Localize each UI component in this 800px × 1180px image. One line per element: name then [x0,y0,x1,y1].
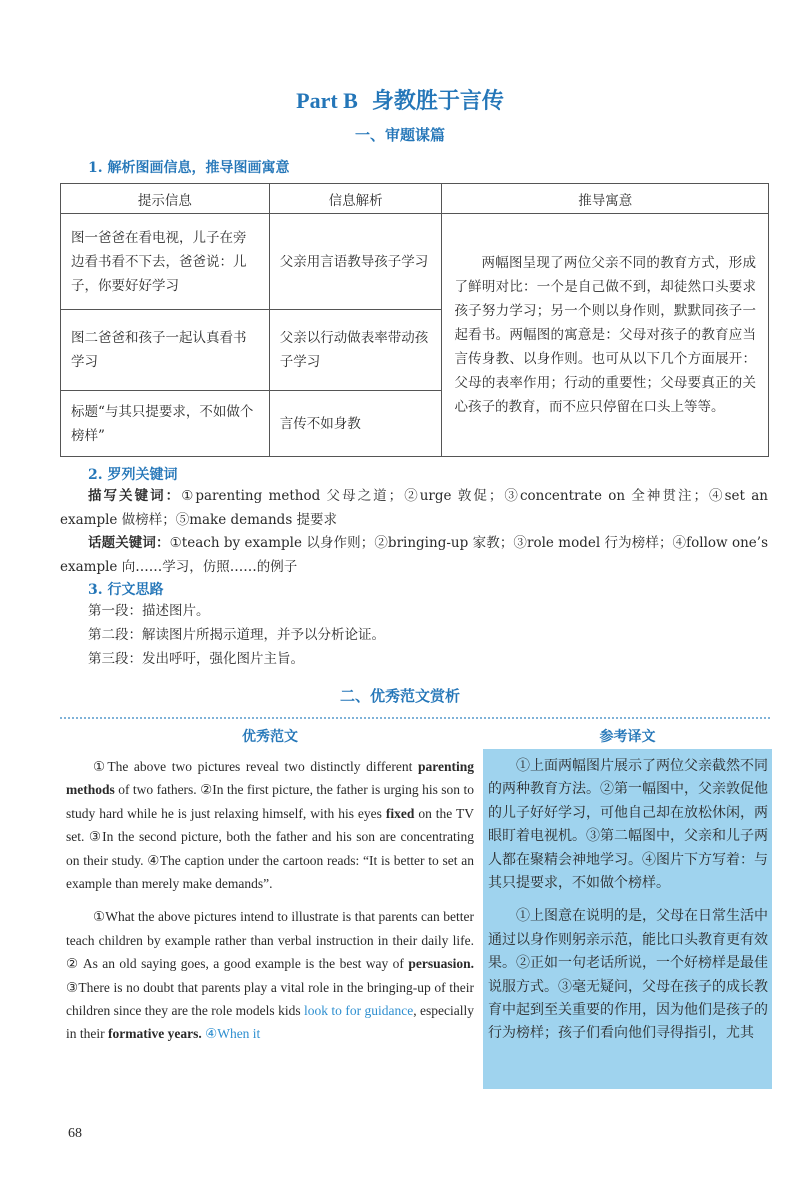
essay-keyword: parenting methods [66,759,474,798]
section-2-title: 二、优秀范文赏析 [339,687,460,705]
description-keywords-label: 描写关键词： [88,488,182,504]
page-title [0,84,800,115]
translation-paragraph-2: ①上图意在说明的是，父母在日常生活中通过以身作则躬亲示范，能比口头教育更有效果。②正如一句老话所说，一个好榜样是最佳说服方式。③毫无疑问，父母在孩子的成长教育中起到至关重要的作用，因为他们是孩子的行为榜样；孩子们看向他们寻得指引，尤其 [488,908,768,1042]
topic-keywords [60,531,768,579]
translation-paragraph-1: ①上面两幅图片展示了两位父亲截然不同的两种教育方法。②第一幅图中，父亲敦促他的儿子好好学习，可他自己却在放松休闲，两眼盯着电视机。③第二幅图中，父亲和儿子两人都在聚精会神地学习。④图片下方写着：与其只提要求，不如做个榜样。 [488,758,768,892]
part-title: 身教胜于言传 [371,88,504,114]
essay-title: 优秀范文 [242,729,298,745]
part-label: Part B [296,88,358,113]
table-cell-hint: 图一爸爸在看电视，儿子在旁边看书看不下去，爸爸说：儿子，你要好好学习 [61,214,270,310]
model-essay [66,755,474,1046]
essay-text: , especially in their [66,1003,474,1042]
table-cell-analysis: 言传不如身教 [269,391,442,457]
dotted-divider [60,717,770,719]
table-cell-inference: 两幅图呈现了两位父亲不同的教育方式，形成了鲜明对比：一个是自己做不到，却徒然口头要求孩子努力学习；另一个则以身作则，默默同孩子一起看书。两幅图的寓意是：父母对孩子的教育应当言传身教、以身作则。也可从以下几个方面展开：父母的表率作用；行动的重要性；父母要真正的关心孩子的教育，而不应只停留在口头上等等。 [442,214,769,457]
translation-title: 参考译文 [599,729,656,745]
essay-paragraph-1 [66,755,474,895]
item-2-heading: 2. 罗列关键词 [88,467,178,483]
outline-line: 第三段：发出呼吁，强化图片主旨。 [88,651,304,667]
table-cell-analysis: 父亲以行动做表率带动孩子学习 [269,310,442,391]
essay-keyword: fixed [385,805,415,821]
info-table [60,183,769,457]
essay-highlight-phrase: look to for guidance [304,1003,414,1019]
essay-keyword: persuasion. [408,956,474,972]
reference-translation [488,755,768,1046]
table-header: 提示信息 [61,184,270,214]
table-cell-analysis: 父亲用言语教导孩子学习 [269,214,442,310]
topic-keywords-text: ①teach by example 以身作则；②bringing-up 家教；③role model 行为榜样；④follow one’s example 向……学习，仿照……的例子 [60,535,769,575]
essay-text: of two fathers. ②In the first picture, the father is urging his son to study hard while he is just relaxing himself, with his eyes [66,782,474,821]
essay-text: ①The above two pictures reveal two distinctly different [93,759,418,774]
essay-text: ①What the above pictures intend to illustrate is that parents can better teach children by example rather than verbal instruction in their daily life. ② As an old saying goes, a good example is the best way of [66,909,474,972]
item-1-heading: 1. 解析图画信息，推导图画寓意 [88,160,290,176]
table-header-row [61,184,769,214]
section-1-title: 一、审题谋篇 [354,126,445,144]
table-header: 推导寓意 [442,184,769,214]
essay-keyword: formative years. [108,1026,202,1042]
table-row [61,214,769,310]
table-header: 信息解析 [269,184,442,214]
table-cell-hint: 图二爸爸和孩子一起认真看书学习 [61,310,270,391]
essay-highlight-phrase: ④When it [201,1026,261,1042]
essay-paragraph-2 [66,905,474,1045]
essay-text: ③There is no doubt that parents play a vital role in the bringing-up of their children since they are the role models kids [66,979,474,1019]
description-keywords [60,484,768,532]
table-cell-hint: 标题“与其只提要求，不如做个榜样” [61,391,270,457]
essay-text: on the TV set. ③In the second picture, both the father and his son are concentrating on their study. ④The caption under the cartoon reads: “It is better to set an example than merely make demands”. [66,805,474,892]
outline-line: 第二段：解读图片所揭示道理，并予以分析论证。 [88,627,385,643]
description-keywords-text: ①parenting method 父母之道；②urge 敦促；③concentrate on 全神贯注；④set an example 做榜样；⑤make demands 提要求 [60,488,768,528]
topic-keywords-label: 话题关键词： [88,535,170,551]
item-3-heading: 3. 行文思路 [88,582,164,598]
outline-line: 第一段：描述图片。 [88,603,210,619]
page-number: 68 [68,1126,82,1141]
